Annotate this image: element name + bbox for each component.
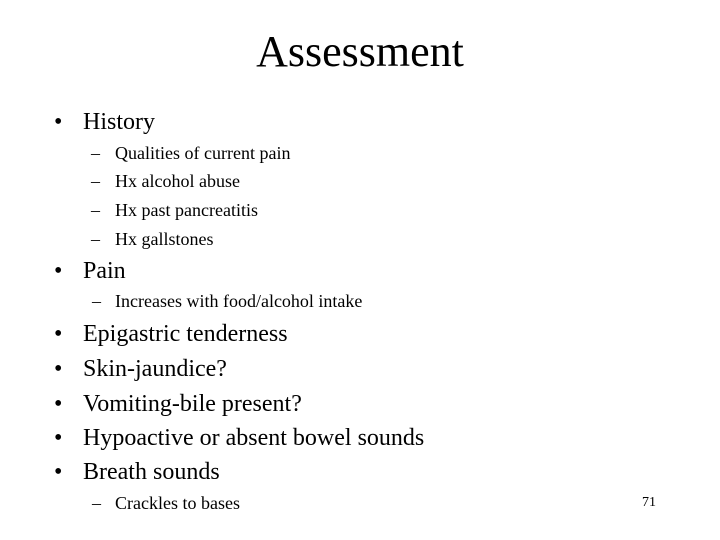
sub-bullet-text: Hx gallstones bbox=[115, 229, 214, 249]
slide-title: Assessment bbox=[256, 27, 464, 76]
bullet-icon: • bbox=[54, 391, 63, 417]
bullet-icon: • bbox=[54, 321, 63, 347]
dash-icon: – bbox=[91, 143, 100, 163]
dash-icon: – bbox=[92, 291, 101, 311]
sub-bullet-text: Increases with food/alcohol intake bbox=[115, 291, 363, 311]
bullet-text: History bbox=[83, 109, 155, 135]
bullet-text: Epigastric tenderness bbox=[83, 321, 288, 347]
sub-bullet-text: Qualities of current pain bbox=[115, 143, 291, 163]
bullet-text: Hypoactive or absent bowel sounds bbox=[83, 425, 425, 451]
dash-icon: – bbox=[91, 171, 100, 191]
bullet-text: Skin-jaundice? bbox=[83, 356, 227, 382]
bullet-text: Pain bbox=[83, 258, 126, 284]
sub-bullet-text: Hx alcohol abuse bbox=[115, 171, 240, 191]
page-number: 71 bbox=[642, 495, 656, 510]
bullet-text: Breath sounds bbox=[83, 459, 220, 485]
bullet-icon: • bbox=[54, 425, 63, 451]
bullet-icon: • bbox=[54, 109, 63, 135]
sub-bullet-text: Crackles to bases bbox=[115, 493, 240, 513]
bullet-icon: • bbox=[54, 258, 63, 284]
dash-icon: – bbox=[91, 229, 100, 249]
dash-icon: – bbox=[92, 493, 101, 513]
bullet-icon: • bbox=[54, 356, 63, 382]
dash-icon: – bbox=[91, 200, 100, 220]
bullet-icon: • bbox=[54, 459, 63, 485]
sub-bullet-text: Hx past pancreatitis bbox=[115, 200, 258, 220]
bullet-text: Vomiting-bile present? bbox=[83, 391, 302, 417]
